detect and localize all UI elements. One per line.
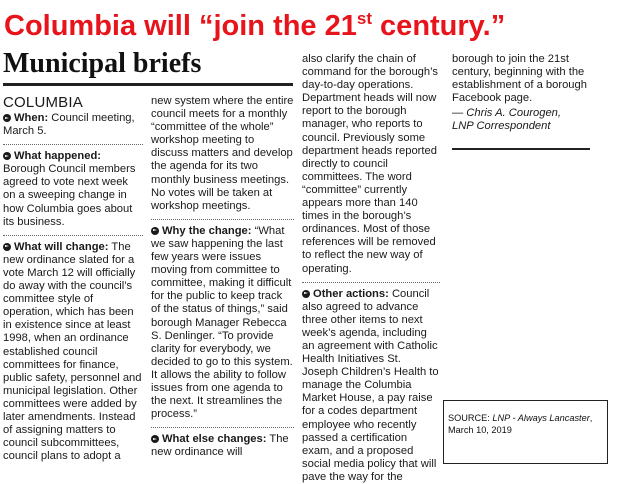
why-change-item (151, 225, 294, 421)
arrow-bullet-icon (151, 435, 159, 443)
col3-continuation: also clarify the chain of command for the borough’s day-to-day operations. Department heads will now report to the borough manager, who reports to council. Previously some department heads reported directly to council committees. The word “committee” currently appears more than 140 times in the borough’s ordinances. Most of those references will be removed to reflect the new way of operating. (302, 53, 438, 275)
other-actions-text: Council also agreed to advance three other items to next week’s agenda, including an agreement with Catholic Health Initiatives St. Joseph Children’s Health to manage the Columbia Market House, a pay raise for a codes department employee who recently passed a certification exam, and a proposed social media policy that will pave the way for the (302, 287, 439, 483)
section-title-rule (3, 83, 293, 86)
dotted-divider (302, 282, 440, 283)
why-change-label: Why the change: (162, 224, 252, 237)
headline (4, 0, 614, 45)
column-3 (302, 53, 440, 484)
source-prefix: SOURCE: (448, 413, 493, 423)
column-2 (151, 95, 294, 459)
byline-title: LNP Correspondent (452, 120, 551, 133)
why-change-text: “What we saw happening the last few years were issues moving from committee to committee, making it difficult for the public to keep track of the status of things,” said borough Manager Rebecca S. Denlinger. “To provide clarity for everybody, we decided to go to this system. It allows the ability to follow issues from one agenda to the next. It streamlines the process.” (151, 224, 293, 421)
what-will-change-item (3, 241, 143, 464)
arrow-bullet-icon (151, 227, 159, 235)
dateline: COLUMBIA (3, 94, 83, 111)
source-date: , March 10, 2019 (448, 413, 593, 435)
dotted-divider (151, 219, 294, 220)
what-else-item (151, 433, 294, 459)
source-publication: LNP - Always Lancaster (492, 413, 590, 423)
headline-superscript: st (356, 9, 372, 28)
what-will-change-label: What will change: (14, 240, 109, 253)
when-item (3, 112, 143, 138)
what-else-text: The new ordinance will (151, 433, 289, 459)
when-label: When: (14, 112, 49, 124)
what-happened-label: What happened: (14, 150, 102, 163)
arrow-bullet-icon (3, 114, 11, 122)
dotted-divider (3, 235, 143, 236)
arrow-bullet-icon (3, 152, 11, 160)
section-title: Municipal briefs (3, 48, 202, 79)
headline-text: Columbia will “join the 21 (4, 10, 357, 42)
what-happened-item (3, 150, 143, 229)
dotted-divider (3, 144, 143, 145)
byline (452, 107, 592, 133)
when-text: Council meeting, March 5. (3, 112, 135, 138)
arrow-bullet-icon (302, 290, 310, 298)
column-1 (3, 94, 143, 463)
dotted-divider (151, 427, 294, 428)
headline-text-end: century.” (372, 10, 506, 42)
source-box (443, 400, 608, 464)
arrow-bullet-icon (3, 243, 11, 251)
other-actions-item (302, 288, 440, 484)
column-4 (452, 53, 592, 134)
what-else-label: What else changes: (162, 433, 267, 446)
byline-name: — Chris A. Courogen, (452, 107, 562, 120)
what-happened-text: Borough Council members agreed to vote next week on a sweeping change in how Columbia goes about its business. (3, 163, 136, 228)
col2-continuation: new system where the entire council meets for a monthly “committee of the whole” workshop meeting to discuss matters and develop the agenda for its two monthly business meetings. No votes will be taken at workshop meetings. (151, 95, 294, 212)
other-actions-label: Other actions: (313, 287, 389, 300)
what-will-change-text: The new ordinance slated for a vote March 12 will officially do away with the council’s committee style of operation, which has been in existence since at least 1998, when an ordinance established council committees for finance, public safety, personnel and municipal legislation. Other committees were added by later amendments. Instead of assigning matters to council subcommittees, council plans to adopt a (3, 240, 142, 463)
col4-continuation: borough to join the 21st century, beginning with the establishment of a borough Facebook page. (452, 53, 587, 105)
end-of-story-rule (452, 148, 590, 150)
